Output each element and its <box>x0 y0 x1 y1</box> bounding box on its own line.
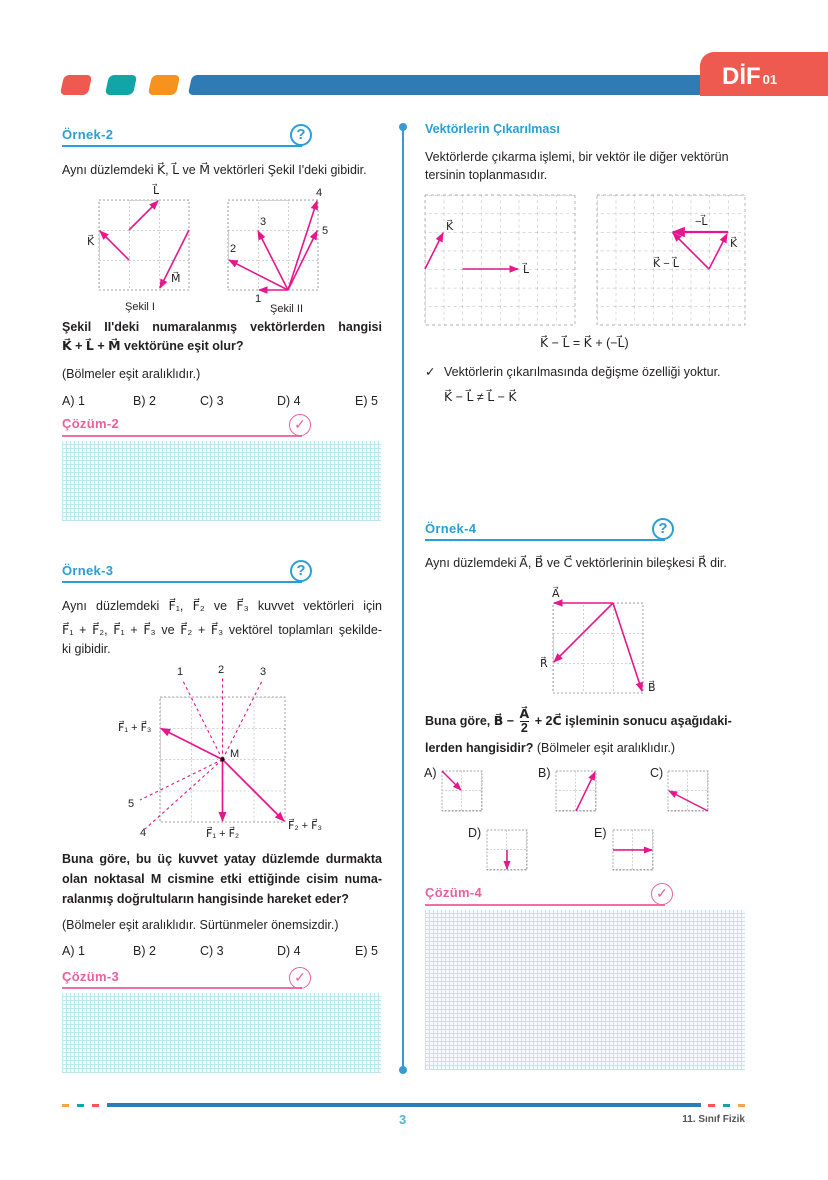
example-3-question-line3: ralanmış doğrultuların hangisinde hareket eder? <box>62 892 349 906</box>
figure-left <box>425 195 575 325</box>
point-m-label: M <box>230 748 240 760</box>
solution-3-title: Çözüm-3 <box>62 969 119 984</box>
example-4-figure <box>530 580 670 705</box>
example-3-question-line2: olan noktasal M cismine etki ettiğinde cisim numa- <box>62 872 382 886</box>
sekil-1-caption: Şekil I <box>125 301 155 313</box>
example-3-intro-line2: F⃗₁ + F⃗₂, F⃗₁ + F⃗₃ ve F⃗₂ + F⃗₃ vektörel toplamları şekilde- <box>62 623 382 637</box>
header-orange-tab <box>148 75 180 95</box>
example-3-underline <box>62 581 302 583</box>
check-icon: ✓ <box>289 967 311 989</box>
example-4-intro: Aynı düzlemdeki A⃗, B⃗ ve C⃗ vektörlerinin bileşkesi R⃗ dir. <box>425 556 727 570</box>
footer-dash-orange <box>738 1104 745 1107</box>
example-3-intro-line1: Aynı düzlemdeki F⃗₁, F⃗₂ ve F⃗₃ kuvvet vektörleri için <box>62 599 382 613</box>
example-3-title: Örnek-3 <box>62 563 114 578</box>
vector-2-label: 2 <box>230 243 237 255</box>
option-c[interactable]: C) 3 <box>200 394 224 408</box>
option-a[interactable]: A) 1 <box>62 944 85 958</box>
example-2-question-line2: K⃗ + L⃗ + M⃗ vektörüne eşit olur? <box>62 339 244 353</box>
dif-badge-text: DİF <box>722 63 761 90</box>
example-2-title: Örnek-2 <box>62 127 114 142</box>
solution-3-workspace[interactable] <box>62 993 381 1073</box>
fraction-a-over-2 <box>520 708 530 735</box>
example-3-note: (Bölmeler eşit aralıklıdır. Sürtünmeler önemsizdir.) <box>62 918 339 932</box>
label-a: A⃗ <box>552 588 560 600</box>
option-e-graph <box>612 829 654 871</box>
vector-4-label: 4 <box>316 187 323 199</box>
label-k: K⃗ <box>87 236 95 248</box>
example-2-intro: Aynı düzlemdeki K⃗, L⃗ ve M⃗ vektörleri Şekil I'deki gibidir. <box>62 163 367 177</box>
solution-4-underline <box>425 904 665 906</box>
dif-badge-number: 01 <box>762 72 778 87</box>
example-3-figure <box>100 660 360 845</box>
label-neg-l: −L⃗ <box>695 216 708 228</box>
subtraction-title: Vektörlerin Çıkarılması <box>425 122 560 136</box>
solution-2-title: Çözüm-2 <box>62 416 119 431</box>
vector-3-label: 3 <box>260 216 267 228</box>
option-b[interactable]: B) 2 <box>133 394 156 408</box>
footer-dash-teal <box>723 1104 730 1107</box>
line-3-label: 3 <box>260 666 267 678</box>
divider-dot-bottom <box>399 1066 407 1074</box>
option-b-label: B) <box>538 766 551 780</box>
subtraction-property-text: Vektörlerin çıkarılmasında değişme özelliği yoktur. <box>444 365 721 379</box>
footer-dash-red <box>92 1104 99 1107</box>
header-teal-tab <box>105 75 137 95</box>
label-l: L⃗ <box>153 185 160 197</box>
label-k-minus-l: K⃗ − L⃗ <box>653 258 679 270</box>
option-d-graph <box>486 829 528 871</box>
line-5-label: 5 <box>128 798 135 810</box>
footer-dash-red <box>708 1104 715 1107</box>
option-d[interactable]: D) 4 <box>277 394 301 408</box>
footer-dash-teal <box>77 1104 84 1107</box>
figure-right <box>597 195 745 325</box>
fraction-numerator: A⃗ <box>519 707 530 722</box>
vector-5-label: 5 <box>322 225 329 237</box>
line-1-label: 1 <box>177 666 184 678</box>
option-b[interactable]: B) 2 <box>133 944 156 958</box>
check-icon: ✓ <box>289 414 311 436</box>
label-k: K⃗ <box>446 221 454 233</box>
option-c[interactable]: C) 3 <box>200 944 224 958</box>
option-e-label: E) <box>594 826 607 840</box>
example-2-note: (Bölmeler eşit aralıklıdır.) <box>62 367 201 381</box>
check-icon: ✓ <box>651 883 673 905</box>
label-m: M⃗ <box>171 273 181 285</box>
label-k: K⃗ <box>730 238 738 250</box>
example-4-question-line1 <box>425 708 732 735</box>
example-2-underline <box>62 145 302 147</box>
question-icon: ? <box>290 560 312 582</box>
example-2-question-line1: Şekil II'deki numaralanmış vektörlerden hangisi <box>62 320 382 334</box>
example-4-underline <box>425 539 665 541</box>
solution-4-title: Çözüm-4 <box>425 885 482 900</box>
solution-4-workspace[interactable] <box>425 910 745 1070</box>
solution-2-underline <box>62 435 302 437</box>
option-d[interactable]: D) 4 <box>277 944 301 958</box>
point-m <box>220 757 224 761</box>
label-f1-plus-f2: F⃗₁ + F⃗₂ <box>206 828 240 840</box>
line-4-label: 4 <box>140 827 147 839</box>
footer-dash-orange <box>62 1104 69 1107</box>
column-divider <box>402 127 404 1070</box>
solution-3-underline <box>62 987 302 989</box>
sekil-2-caption: Şekil II <box>270 303 304 315</box>
subtraction-figures <box>420 190 755 330</box>
option-c-label: C) <box>650 766 664 780</box>
label-b: B⃗ <box>648 682 656 694</box>
label-l: L⃗ <box>523 264 530 276</box>
label-r: R⃗ <box>540 658 548 670</box>
option-a-label: A) <box>424 766 437 780</box>
check-mark-icon: ✓ <box>425 365 436 379</box>
header-red-tab <box>60 75 92 95</box>
figure-sekil-1 <box>87 183 189 313</box>
option-d-label: D) <box>468 826 482 840</box>
page-number: 3 <box>399 1112 407 1127</box>
question-icon: ? <box>652 518 674 540</box>
header-blue-bar <box>188 75 752 95</box>
dif-badge <box>700 52 828 96</box>
example-4-question-line2 <box>425 739 675 758</box>
subtraction-text-line2: tersinin toplanmasıdır. <box>425 168 548 182</box>
example-4-title: Örnek-4 <box>425 521 477 536</box>
question-icon: ? <box>290 124 312 146</box>
option-c-graph <box>667 770 709 812</box>
question-line2-text: lerden hangisidir? <box>425 741 534 755</box>
example-3-question-line1: Buna göre, bu üç kuvvet yatay düzlemde durmakta <box>62 852 382 866</box>
divider-dot-top <box>399 123 407 131</box>
solution-2-workspace[interactable] <box>62 441 381 521</box>
option-b-graph <box>555 770 597 812</box>
label-f2-plus-f3: F⃗₂ + F⃗₃ <box>288 820 322 832</box>
subtraction-text-line1: Vektörlerde çıkarma işlemi, bir vektör ile diğer vektörün <box>425 150 729 164</box>
example-4-note: (Bölmeler eşit aralıklıdır.) <box>536 741 676 755</box>
question-post: + 2C⃗ işleminin sonucu aşağıdaki- <box>534 714 732 728</box>
label-f1-plus-f3: F⃗₁ + F⃗₃ <box>118 722 152 734</box>
option-e[interactable]: E) 5 <box>355 394 378 408</box>
fraction-denominator: 2 <box>520 721 528 736</box>
example-3-intro-line3: ki gibidir. <box>62 642 111 656</box>
example-2-figures <box>80 180 380 320</box>
subtraction-formula: K⃗ − L⃗ = K⃗ + (−L⃗) <box>540 336 629 350</box>
book-title: 11. Sınıf Fizik <box>682 1114 745 1125</box>
vector-1-label: 1 <box>255 293 262 305</box>
option-a[interactable]: A) 1 <box>62 394 85 408</box>
question-pre: Buna göre, B⃗ − <box>425 714 515 728</box>
option-e[interactable]: E) 5 <box>355 944 378 958</box>
subtraction-property-formula: K⃗ − L⃗ ≠ L⃗ − K⃗ <box>444 390 517 404</box>
line-2-label: 2 <box>218 664 225 676</box>
figure-sekil-2 <box>228 187 328 315</box>
option-a-graph <box>441 770 483 812</box>
footer-bar <box>107 1103 701 1107</box>
